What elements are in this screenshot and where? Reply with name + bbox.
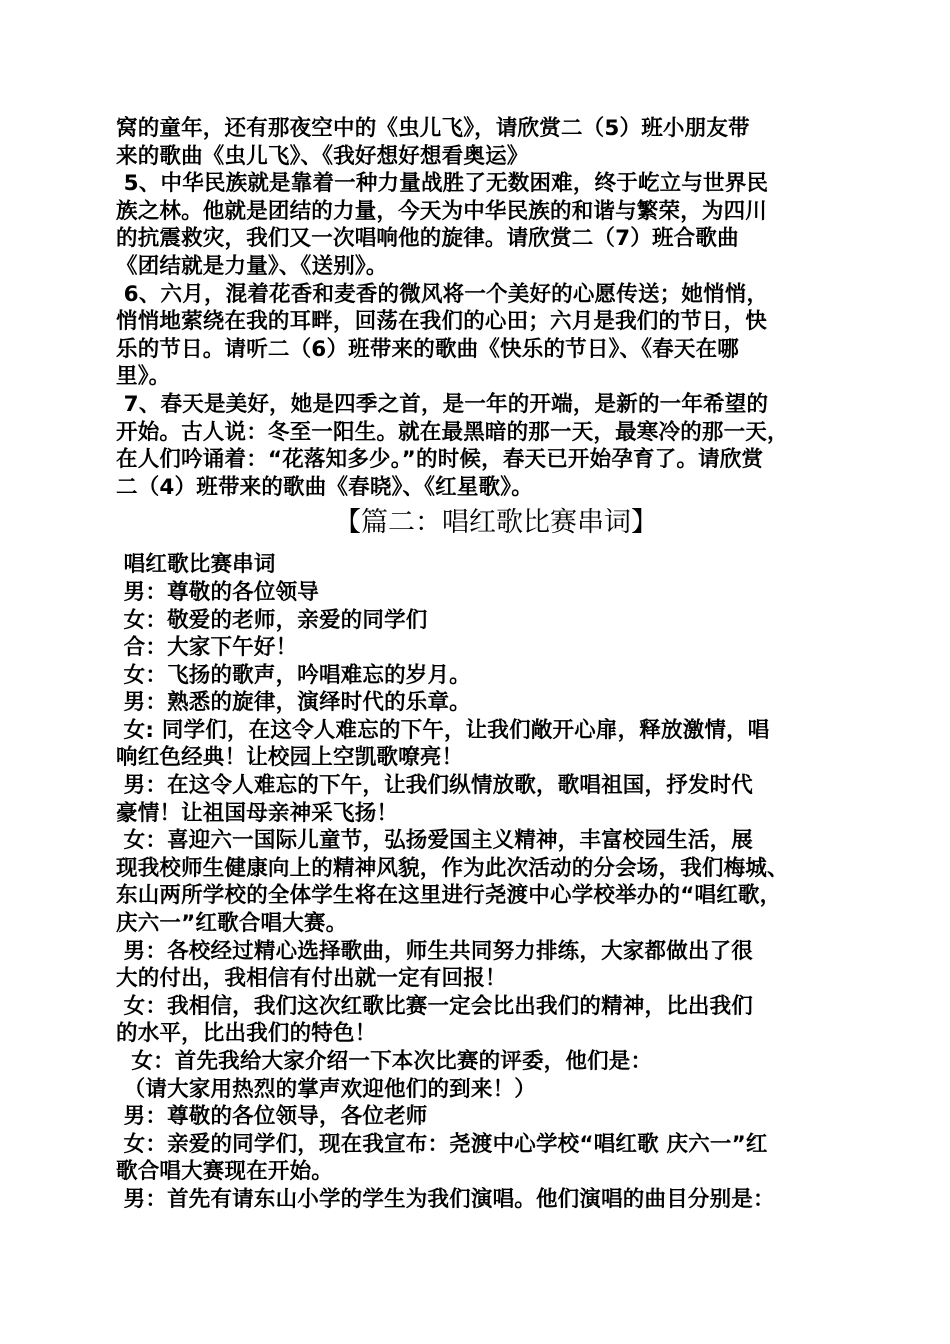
text-line: 大的付出，我相信有付出就一定有回报！ (116, 966, 507, 992)
text-line: 东山两所学校的全体学生将在这里进行尧渡中心学校举办的“唱红歌， (116, 883, 782, 909)
text-line: 男：在这令人难忘的下午，让我们纵情放歌，歌唱祖国，抒发时代 (116, 773, 753, 799)
text-line: 男：首先有请东山小学的学生为我们演唱。他们演唱的曲目分别是： (116, 1186, 775, 1212)
text-line: 唱红歌比赛串词 (116, 552, 276, 578)
text-line: 豪情！让祖国母亲神采飞扬！ (116, 800, 399, 826)
text-line: 来的歌曲《虫儿飞》、《我好想好想看奥运》 (116, 143, 529, 169)
text-line: 男：熟悉的旋律，演绎时代的乐章。 (116, 690, 471, 716)
text-line: 悄悄地萦绕在我的耳畔，回荡在我们的心田；六月是我们的节日，快 (116, 309, 768, 335)
text-line: 7、春天是美好，她是四季之首，是一年的开端，是新的一年希望的 (116, 391, 769, 417)
part-two (116, 551, 856, 1213)
text-line: 女：首先我给大家介绍一下本次比赛的评委，他们是： (116, 1049, 653, 1074)
text-line: 窝的童年，还有那夜空中的《虫儿飞》，请欣赏二（5）班小朋友带 (116, 116, 750, 141)
text-line: 的抗震救灾，我们又一次唱响他的旋律。请欣赏二（7）班合歌曲 (116, 226, 739, 252)
text-line: 庆六一”红歌合唱大赛。 (116, 911, 348, 937)
text-line: 女：我相信，我们这次红歌比赛一定会比出我们的精神，比出我们 (116, 993, 753, 1019)
text-line: 女：亲爱的同学们，现在我宣布：尧渡中心学校“唱红歌 庆六一”红 (116, 1131, 768, 1157)
text-line: 男：各校经过精心选择歌曲，师生共同努力排练，大家都做出了很 (116, 938, 753, 964)
text-line: 二（4）班带来的歌曲《春晓》、《红星歌》。 (116, 474, 533, 500)
text-line: 响红色经典！让校园上空凯歌嘹亮！ (116, 745, 464, 771)
text-line: 族之林。他就是团结的力量，今天为中华民族的和谐与繁荣，为四川 (116, 198, 768, 224)
text-line: 歌合唱大赛现在开始。 (116, 1159, 334, 1185)
text-line: 女：飞扬的歌声，吟唱难忘的岁月。 (116, 662, 471, 688)
text-line: 男：尊敬的各位领导，各位老师 (116, 1104, 428, 1130)
section-title: 【篇二：唱红歌比赛串词】 (334, 507, 658, 539)
text-line: 开始。古人说：冬至一阳生。就在最黑暗的那一天，最寒冷的那一天， (116, 419, 789, 445)
text-line: 女: 同学们，在这令人难忘的下午，让我们敞开心扉，释放激情，唱 (116, 717, 770, 743)
text-line: （请大家用热烈的掌声欢迎他们的到来！） (116, 1076, 536, 1102)
text-line: 《团结就是力量》、《送别》。 (116, 253, 388, 279)
text-line: 的水平，比出我们的特色！ (116, 1021, 377, 1047)
text-line: 里》。 (116, 364, 171, 390)
text-line: 6、六月，混着花香和麦香的微风将一个美好的心愿传送；她悄悄， (116, 281, 769, 307)
part-one (116, 115, 856, 501)
text-line: 现我校师生健康向上的精神风貌，作为此次活动的分会场，我们梅城、 (116, 855, 789, 881)
text-line: 在人们吟诵着：“花落知多少。”的时候，春天已开始孕育了。请欣赏 (116, 447, 764, 473)
text-line: 5、中华民族就是靠着一种力量战胜了无数困难，终于屹立与世界民 (116, 171, 769, 197)
text-line: 乐的节日。请听二（6）班带来的歌曲《快乐的节日》、《春天在哪 (116, 336, 739, 362)
document-body (116, 115, 856, 1214)
text-line: 女：敬爱的老师，亲爱的同学们 (116, 607, 428, 633)
text-line: 女：喜迎六一国际儿童节，弘扬爱国主义精神，丰富校园生活，展 (116, 828, 753, 854)
text-line: 合：大家下午好！ (116, 635, 298, 661)
text-line: 男：尊敬的各位领导 (116, 579, 319, 605)
